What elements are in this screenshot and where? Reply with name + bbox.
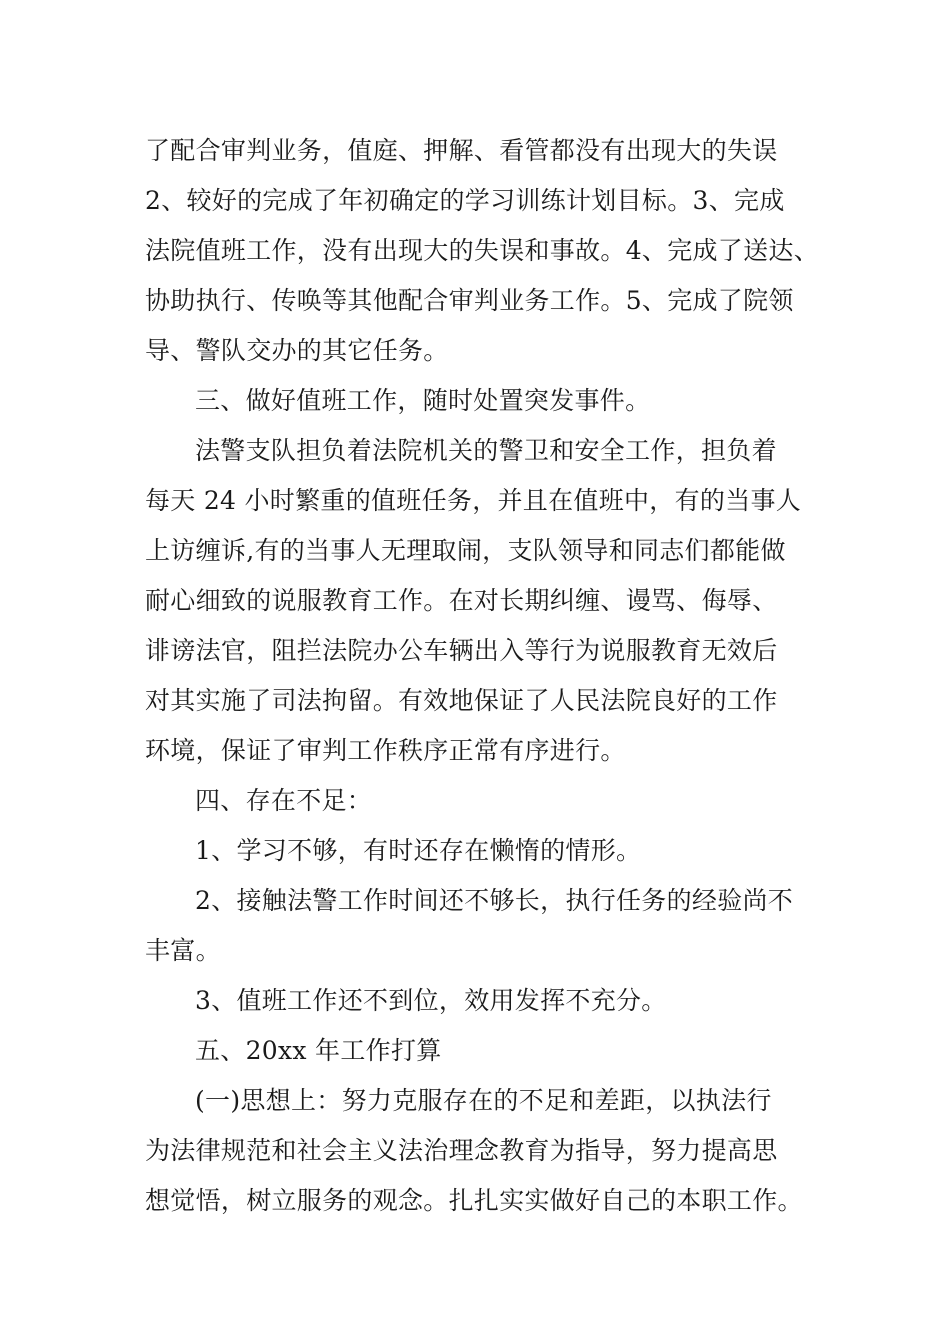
text-line: 环境，保证了审判工作秩序正常有序进行。 [145, 736, 626, 765]
text-line: 法院值班工作，没有出现大的失误和事故。4、完成了送达、 [145, 236, 820, 265]
text-line: 丰富。 [145, 936, 221, 965]
section-heading: 四、存在不足： [195, 786, 373, 815]
list-item: 2、接触法警工作时间还不够长，执行任务的经验尚不 [195, 886, 794, 915]
text-line: 2、较好的完成了年初确定的学习训练计划目标。3、完成 [145, 186, 785, 215]
text-line: 导、警队交办的其它任务。 [145, 336, 449, 365]
text-line: 想觉悟，树立服务的观念。扎扎实实做好自己的本职工作。 [145, 1186, 803, 1215]
section-heading: 五、20xx 年工作打算 [195, 1036, 442, 1065]
section-heading: 三、做好值班工作，随时处置突发事件。 [195, 386, 651, 415]
text-line: 诽谤法官，阻拦法院办公车辆出入等行为说服教育无效后 [145, 636, 778, 665]
text-line: 耐心细致的说服教育工作。在对长期纠缠、谩骂、侮辱、 [145, 586, 778, 615]
text-line: 对其实施了司法拘留。有效地保证了人民法院良好的工作 [145, 686, 778, 715]
text-line: 每天 24 小时繁重的值班任务，并且在值班中，有的当事人 [145, 486, 802, 515]
text-line: 协助执行、传唤等其他配合审判业务工作。5、完成了院领 [145, 286, 794, 315]
text-line: 为法律规范和社会主义法治理念教育为指导，努力提高思 [145, 1136, 778, 1165]
text-line: 法警支队担负着法院机关的警卫和安全工作，担负着 [195, 436, 777, 465]
list-item: 3、值班工作还不到位，效用发挥不充分。 [195, 986, 667, 1015]
text-line: 了配合审判业务，值庭、押解、看管都没有出现大的失误 [145, 136, 778, 165]
text-line: 上访缠诉,有的当事人无理取闹，支队领导和同志们都能做 [145, 536, 786, 565]
text-line: (一)思想上：努力克服存在的不足和差距，以执法行 [195, 1086, 772, 1115]
list-item: 1、学习不够，有时还存在懒惰的情形。 [195, 836, 642, 865]
